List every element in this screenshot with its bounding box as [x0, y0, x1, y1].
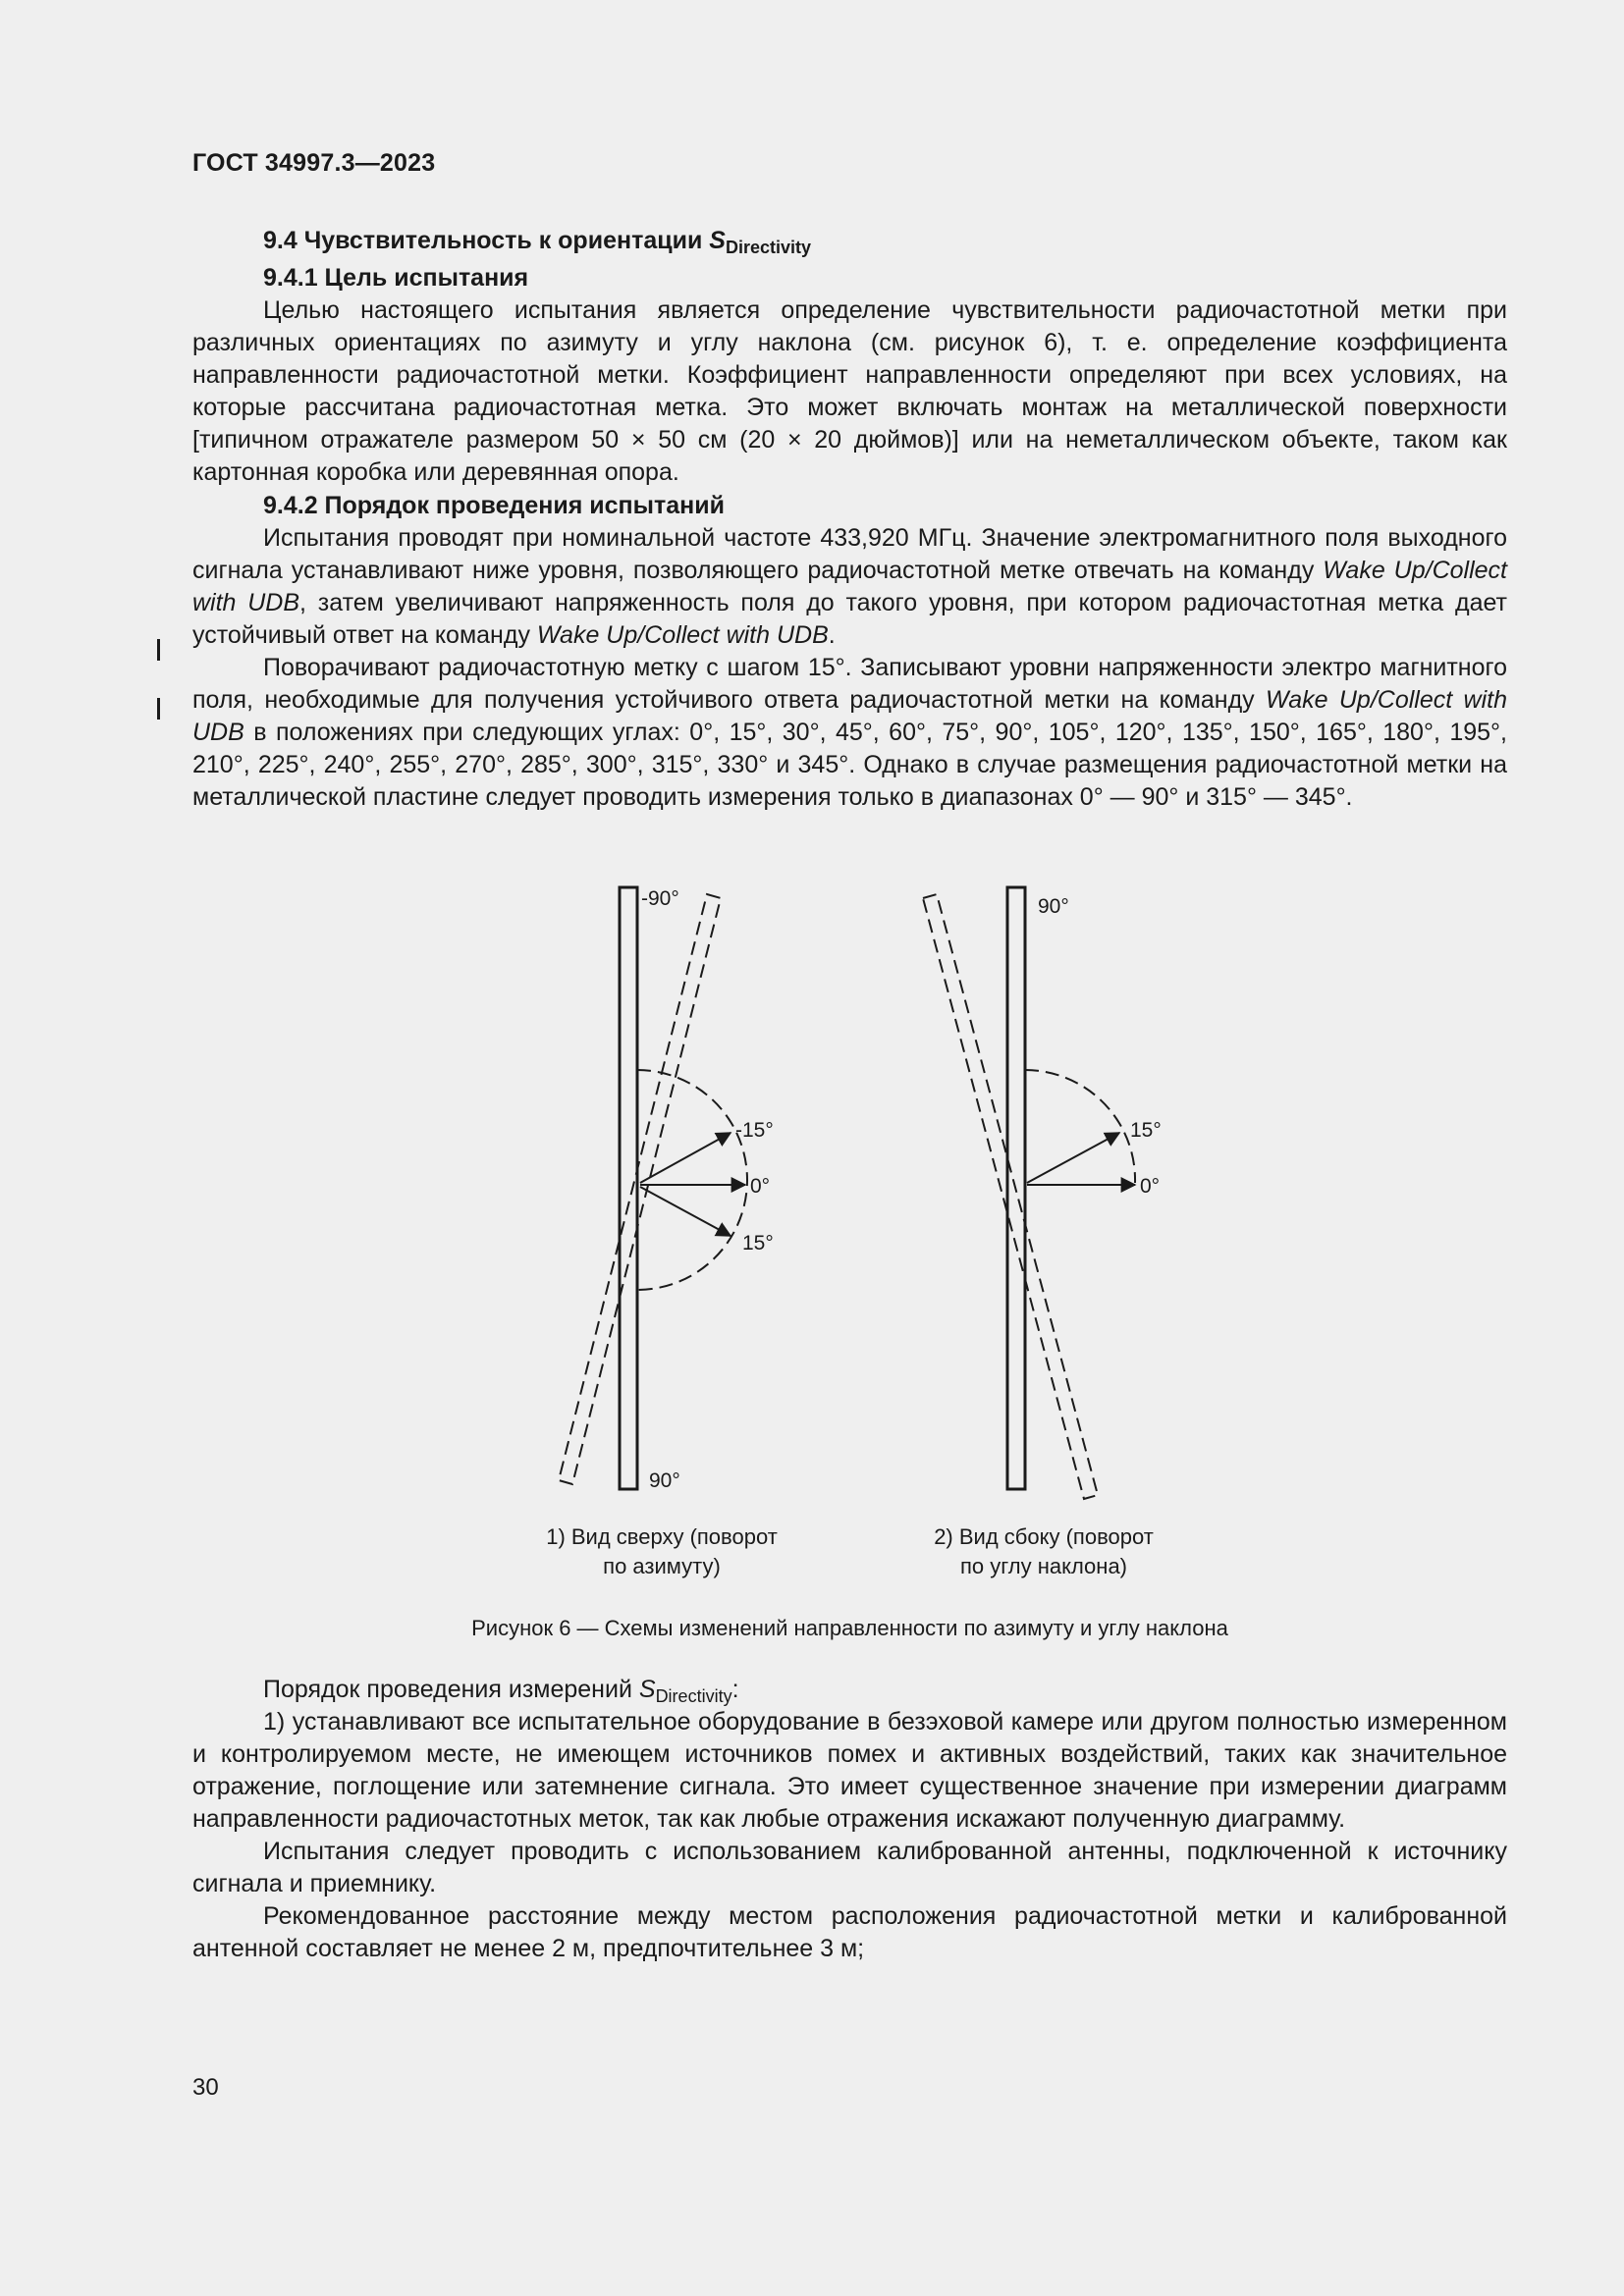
label-minus-90: -90°: [641, 887, 679, 910]
label-90: 90°: [1038, 895, 1069, 918]
revision-change-bar: [157, 639, 160, 661]
tag-tilted-position: [923, 894, 1098, 1499]
section-9-4-heading: 9.4 Чувствительность к ориентации $S_{Directivity}$: [263, 227, 812, 257]
tag-rotated-position: [559, 894, 721, 1484]
section-9-4-1-paragraph: Целью настоящего испытания является определение чувствительности радиочастотной метки при различных ориентациях по азимуту и углу наклона (см. рисунок 6), т. е. определение коэффициента направленности радиочастотной метки. Коэффициент направленности определяют при всех условиях, на которые рассчитана радиочастотная метка. Это может включать монтаж на металлической поверхности [типичном отражателе размером 50 × 50 см (20 × 20 дюймов)] или на неметаллическом объекте, таком как картонная коробка или деревянная опора.: [192, 296, 1507, 486]
arrow-15: [1027, 1133, 1119, 1183]
subcaption-azimuth: [505, 1522, 819, 1581]
subcaption-tilt: [887, 1522, 1201, 1581]
label-0: 0°: [1140, 1175, 1161, 1198]
label-15: 15°: [1130, 1119, 1162, 1142]
azimuth-view-diagram: [559, 887, 774, 1492]
figure-6: [192, 874, 1507, 1659]
label-15: 15°: [742, 1232, 774, 1255]
section-9-4-1-heading: 9.4.1 Цель испытания: [263, 264, 529, 292]
tilt-view-diagram: [923, 887, 1162, 1499]
directivity-diagram: [192, 874, 1507, 1600]
label-minus-15: -15°: [735, 1119, 774, 1142]
revision-change-bar: [157, 698, 160, 720]
rotation-steps-paragraph: Поворачивают радиочастотную метку с шагом 15°. Записывают уровни напряженности электро магнитного поля, необходимые для получения устойчивого ответа радиочастотной метки на команду Wake Up/Collect with UDB в положениях при следующих углах: 0°, 15°, 30°, 45°, 60°, 75°, 90°, 105°, 120°, 135°, 150°, 165°, 180°, 195°, 210°, 225°, 240°, 255°, 270°, 285°, 300°, 315°, 330° и 345°. Однако в случае размещения радиочастотной метки на металлической пластине следует проводить измерения только в диапазонах 0° — 90° и 315° — 345°.: [192, 654, 1507, 811]
procedure-section: [192, 1674, 1507, 1965]
rotation-arc: [1025, 1070, 1135, 1183]
tag-solid-position: [620, 887, 637, 1489]
page-number: 30: [192, 2074, 219, 2101]
subcaption-line: по углу наклона): [959, 1554, 1128, 1578]
distance-paragraph: Рекомендованное расстояние между местом расположения радиочастотной метки и калиброванной антенной составляет не менее 2 м, предпочтительнее 3 м;: [192, 1902, 1507, 1962]
procedure-item-1: 1) устанавливают все испытательное оборудование в безэховой камере или другом полностью измеренном и контролируемом месте, не имеющем источников помех и активных воздействий, таких как значительное отражение, поглощение или затемнение сигнала. Это имеет существенное значение при измерении диаграмм направленности радиочастотных меток, так как любые отражения искажают полученную диаграмму.: [192, 1708, 1507, 1833]
subcaption-line: 1) Вид сверху (поворот: [546, 1524, 778, 1549]
arrow-minus-15: [640, 1133, 731, 1183]
antenna-paragraph: Испытания следует проводить с использованием калиброванной антенны, подключенной к источнику сигнала и приемнику.: [192, 1838, 1507, 1897]
document-body: [192, 224, 1507, 814]
test-frequency-paragraph: Испытания проводят при номинальной частоте 433,920 МГц. Значение электромагнитного поля выходного сигнала устанавливают ниже уровня, позволяющего радиочастотной метке отвечать на команду Wake Up/Collect with UDB, затем увеличивают напряженность поля до такого уровня, при котором радиочастотная метка дает устойчивый ответ на команду Wake Up/Collect with UDB.: [192, 524, 1508, 649]
arrow-15: [640, 1187, 731, 1236]
subcaption-line: по азимуту): [603, 1554, 721, 1578]
section-9-4-2-heading: 9.4.2 Порядок проведения испытаний: [263, 492, 725, 519]
procedure-intro: Порядок проведения измерений $S_{Directivity}$:: [263, 1676, 739, 1706]
figure-caption: Рисунок 6 — Схемы изменений направленности по азимуту и углу наклона: [471, 1616, 1228, 1640]
label-0: 0°: [750, 1175, 771, 1198]
page-header-standard-code: ГОСТ 34997.3—2023: [192, 149, 436, 177]
subcaption-line: 2) Вид сбоку (поворот: [934, 1524, 1154, 1549]
label-90: 90°: [649, 1469, 680, 1492]
